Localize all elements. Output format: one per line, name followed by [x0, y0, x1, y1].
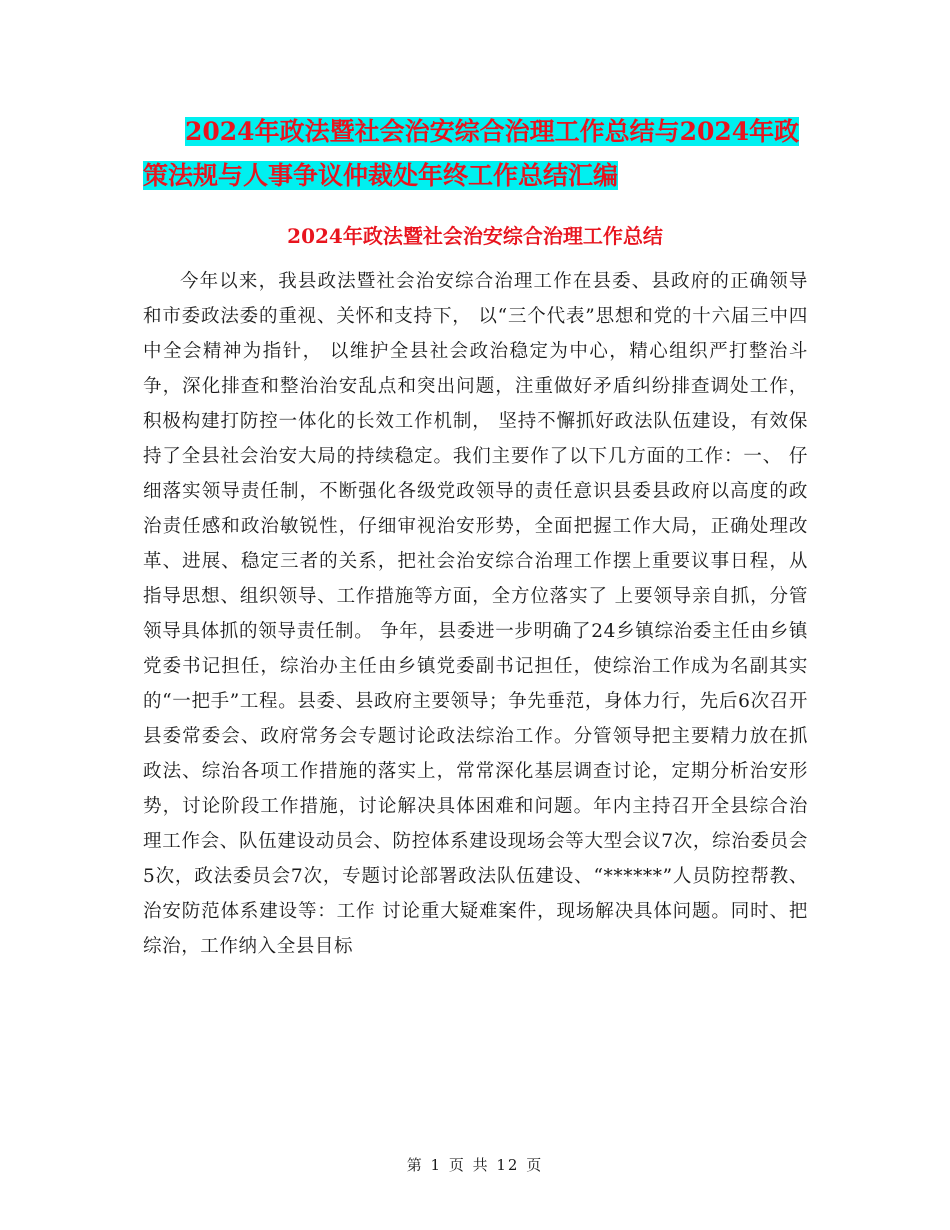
title-line-2-text: 策法规与人事争议仲裁处年终工作总结汇编 [143, 161, 619, 190]
document-title [143, 110, 823, 198]
document-title-line-1 [143, 110, 823, 154]
page-number-footer: 第 1 页 共 12 页 [406, 1156, 544, 1174]
section-title: 2024年政法暨社会治安综合治理工作总结 [287, 224, 663, 248]
title-line-1-text: 2024年政法暨社会治安综合治理工作总结与2024年政 [185, 117, 800, 146]
document-title-line-2 [143, 154, 823, 198]
body-paragraph: 今年以来，我县政法暨社会治安综合治理工作在县委、县政府的正确领导和市委政法委的重视、关怀和支持下， 以“三个代表”思想和党的十六届三中四中全会精神为指针， 以维护全县社会政治稳定为中心，精心组织严打整治斗争，深化排查和整治治安乱点和突出问题，注重做好矛盾纠纷排查调处工作，积极构建打防控一体化的长效工作机制， 坚持不懈抓好政法队伍建设，有效保持了全县社会治安大局的持续稳定。我们主要作了以下几方面的工作：一、 仔细落实领导责任制，不断强化各级党政领导的责任意识县委县政府以高度的政治责任感和政治敏锐性，仔细审视治安形势，全面把握工作大局，正确处理改革、进展、稳定三者的关系，把社会治安综合治理工作摆上重要议事日程，从指导思想、组织领导、工作措施等方面，全方位落实了 上要领导亲自抓，分管领导具体抓的领导责任制。 争年，县委进一步明确了24乡镇综治委主任由乡镇党委书记担任，综治办主任由乡镇党委副书记担任，使综治工作成为名副其实的“一把手”工程。县委、县政府主要领导；争先垂范，身体力行，先后6次召开县委常委会、政府常务会专题讨论政法综治工作。分管领导把主要精力放在抓政法、综治各项工作措施的落实上，常常深化基层调查讨论，定期分析治安形势，讨论阶段工作措施，讨论解决具体困难和问题。年内主持召开全县综合治理工作会、队伍建设动员会、防控体系建设现场会等大型会议7次，综治委员会5次，政法委员会7次，专题讨论部署政法队伍建设、“******”人员防控帮教、治安防范体系建设等：工作 讨论重大疑难案件，现场解决具体问题。同时、把综治，工作纳入全县目标 [143, 271, 808, 957]
